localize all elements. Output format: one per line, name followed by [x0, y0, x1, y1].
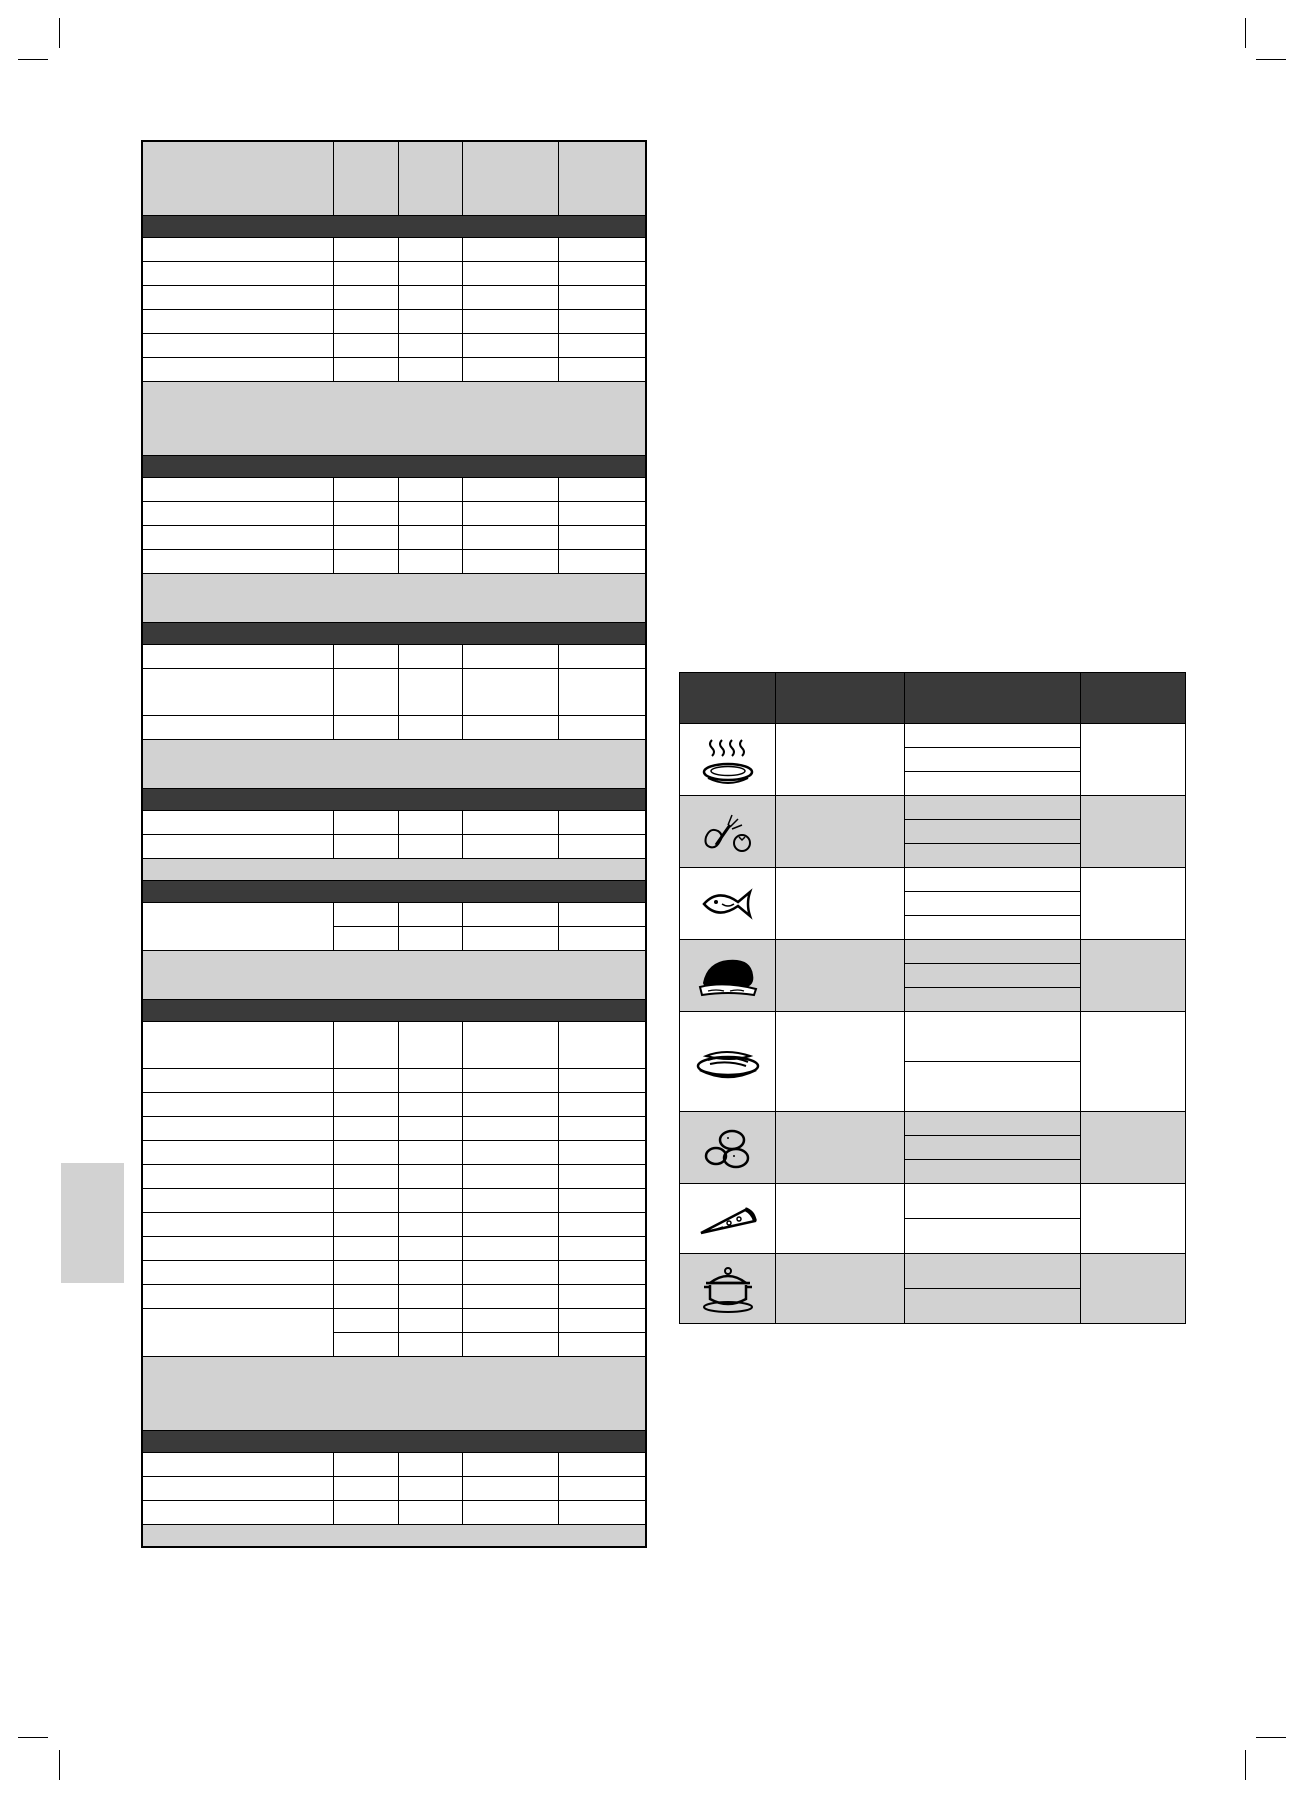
table-row [142, 645, 646, 669]
table-row [680, 724, 1186, 748]
table-row [142, 1141, 646, 1165]
crop-mark [18, 59, 48, 60]
table-row [142, 1117, 646, 1141]
section-header-row [142, 623, 646, 645]
weight-cell [905, 724, 1081, 748]
meat-steak-icon [680, 940, 776, 1012]
power-cell [1081, 796, 1186, 868]
note-row [142, 1357, 646, 1431]
crop-mark [59, 18, 60, 48]
crop-mark [1245, 18, 1246, 48]
table-row [680, 796, 1186, 820]
table-row [142, 238, 646, 262]
table-header-row [680, 673, 1186, 724]
table-row [142, 1022, 646, 1069]
category-cell [776, 1254, 905, 1324]
table-row [142, 478, 646, 502]
header-cell [398, 141, 462, 216]
table-row [142, 358, 646, 382]
note-row [142, 382, 646, 456]
section-header-row [142, 216, 646, 238]
table-row [142, 1309, 646, 1333]
table-row [142, 550, 646, 574]
section-header-row [142, 789, 646, 811]
table-row [680, 1012, 1186, 1062]
power-cell [1081, 868, 1186, 940]
fish-icon [680, 868, 776, 940]
table-row [142, 1285, 646, 1309]
weight-cell [905, 1112, 1081, 1136]
weight-cell [905, 940, 1081, 964]
cooking-table-left [141, 140, 647, 1548]
table-row [142, 502, 646, 526]
power-cell [1081, 940, 1186, 1012]
table-row [142, 1261, 646, 1285]
table-row [142, 1189, 646, 1213]
category-cell [776, 940, 905, 1012]
weight-cell [905, 796, 1081, 820]
header-cell [462, 141, 558, 216]
header-cell [905, 673, 1081, 724]
category-cell [776, 1012, 905, 1112]
crop-mark [59, 1750, 60, 1780]
table-row [142, 334, 646, 358]
section-header-row [142, 1000, 646, 1022]
power-cell [1081, 1184, 1186, 1254]
category-cell [776, 1184, 905, 1254]
power-cell [1081, 1112, 1186, 1184]
table-row [142, 1453, 646, 1477]
power-cell [1081, 1012, 1186, 1112]
category-cell [776, 796, 905, 868]
crop-mark [1256, 59, 1286, 60]
table-row [142, 811, 646, 835]
header-cell [1081, 673, 1186, 724]
table-row [142, 835, 646, 859]
note-row [142, 574, 646, 623]
table-row [142, 310, 646, 334]
header-cell [334, 141, 398, 216]
section-header-row [142, 456, 646, 478]
soup-plate-icon [680, 724, 776, 796]
note-row [142, 951, 646, 1000]
table-row [680, 868, 1186, 892]
weight-cell [905, 1184, 1081, 1219]
note-row [142, 740, 646, 789]
table-row [142, 903, 646, 927]
crop-mark [1245, 1750, 1246, 1780]
category-cell [776, 868, 905, 940]
weight-cell [905, 868, 1081, 892]
table-row [142, 1069, 646, 1093]
category-cell [776, 724, 905, 796]
food-category-table [679, 672, 1186, 1324]
note-row [142, 859, 646, 881]
power-cell [1081, 1254, 1186, 1324]
table-row [142, 716, 646, 740]
cooking-pot-icon [680, 1254, 776, 1324]
section-header-row [142, 881, 646, 903]
table-row [142, 1237, 646, 1261]
weight-cell [905, 1254, 1081, 1289]
category-cell [776, 1112, 905, 1184]
vegetables-icon [680, 796, 776, 868]
pizza-slice-icon [680, 1184, 776, 1254]
header-cell [680, 673, 776, 724]
table-row [142, 286, 646, 310]
crop-mark [18, 1737, 48, 1738]
table-row [142, 1213, 646, 1237]
header-cell [142, 141, 334, 216]
table-row [142, 669, 646, 716]
table-row [680, 1112, 1186, 1136]
header-cell [776, 673, 905, 724]
table-row [142, 526, 646, 550]
table-row [680, 1184, 1186, 1219]
table-row [142, 1093, 646, 1117]
table-header-row [142, 141, 646, 216]
table-row [142, 1477, 646, 1501]
table-row [680, 940, 1186, 964]
crop-mark [1256, 1737, 1286, 1738]
weight-cell [905, 1012, 1081, 1062]
section-header-row [142, 1431, 646, 1453]
table-row [142, 1501, 646, 1525]
power-cell [1081, 724, 1186, 796]
side-tab-marker [61, 1163, 124, 1283]
note-row [142, 1525, 646, 1548]
table-row [680, 1254, 1186, 1289]
potatoes-icon [680, 1112, 776, 1184]
table-row [142, 262, 646, 286]
table-row [142, 1165, 646, 1189]
pasta-plate-icon [680, 1012, 776, 1112]
header-cell [559, 141, 646, 216]
